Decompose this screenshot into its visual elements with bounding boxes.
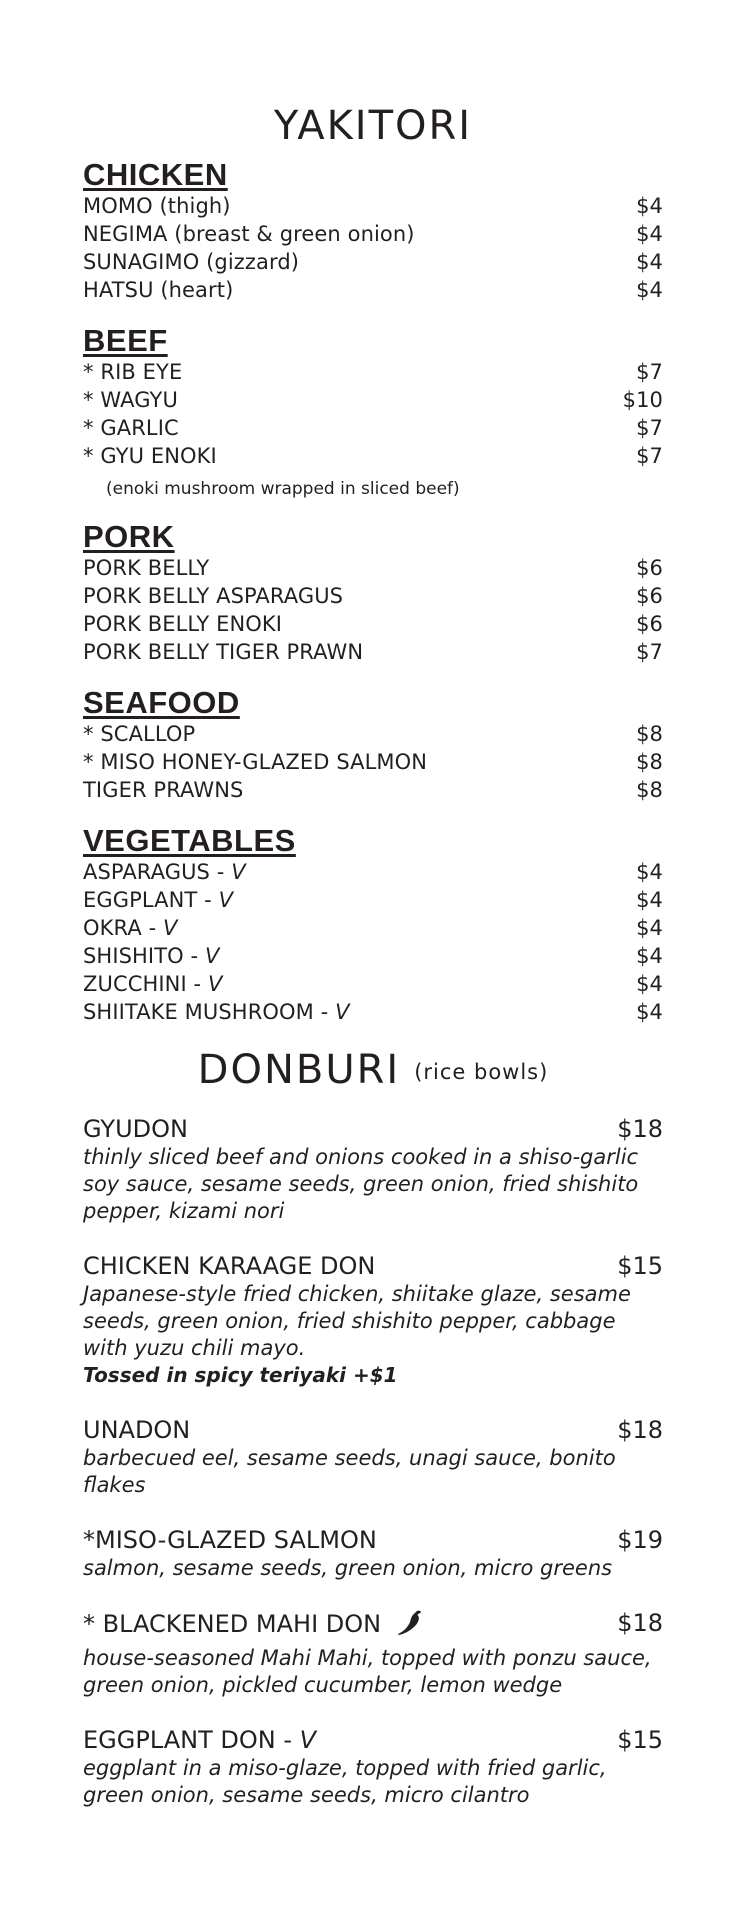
vegan-mark: V <box>231 860 246 884</box>
item-price: $18 <box>617 1609 663 1637</box>
donburi-item <box>83 1525 663 1582</box>
item-name: EGGPLANT DON - <box>83 1726 300 1754</box>
item-name: *MISO-GLAZED SALMON <box>83 1526 377 1554</box>
item-name: UNADON <box>83 1416 191 1444</box>
donburi-item <box>83 1114 663 1225</box>
item-price: $19 <box>617 1526 663 1554</box>
item-name: ZUCCHINI - <box>83 972 208 996</box>
item-price: $4 <box>636 250 663 274</box>
item-price: $10 <box>622 388 663 412</box>
item-name: EGGPLANT - <box>83 888 219 912</box>
item-list <box>83 554 663 666</box>
menu-item <box>83 914 663 942</box>
item-list <box>83 858 663 1026</box>
vegan-mark: V <box>299 1726 317 1754</box>
item-price: $15 <box>617 1252 663 1280</box>
item-price: $18 <box>617 1115 663 1143</box>
item-list <box>83 358 663 470</box>
menu-item <box>83 276 663 304</box>
category-heading: PORK <box>83 519 175 554</box>
menu-item <box>83 610 663 638</box>
item-name: TIGER PRAWNS <box>83 778 244 802</box>
donburi-item <box>83 1415 663 1499</box>
menu-item <box>83 886 663 914</box>
menu-item <box>83 748 663 776</box>
chili-pepper-icon <box>395 1608 425 1645</box>
item-name: * WAGYU <box>83 388 178 412</box>
donburi-title <box>83 1048 663 1094</box>
category-heading: VEGETABLES <box>83 823 296 858</box>
menu-item <box>83 386 663 414</box>
category-chicken <box>83 158 663 304</box>
item-name: * GYU ENOKI <box>83 444 217 468</box>
menu-item <box>83 248 663 276</box>
item-name: SHIITAKE MUSHROOM - <box>83 1000 336 1024</box>
item-name: CHICKEN KARAAGE DON <box>83 1252 376 1280</box>
donburi-heading: DONBURI <box>197 1047 401 1093</box>
item-name: * RIB EYE <box>83 360 183 384</box>
item-price: $4 <box>636 194 663 218</box>
item-name: HATSU (heart) <box>83 278 234 302</box>
item-addon: Tossed in spicy teriyaki +$1 <box>83 1363 398 1387</box>
item-description: thinly sliced beef and onions cooked in a shiso-garlic soy sauce, sesame seeds, green onion, fried shishito pepper, kizami nori <box>83 1145 639 1223</box>
menu-item <box>83 638 663 666</box>
menu-item <box>83 720 663 748</box>
item-price: $6 <box>636 584 663 608</box>
item-name: SHISHITO - <box>83 944 206 968</box>
yakitori-title: YAKITORI <box>273 103 473 149</box>
item-price: $6 <box>636 612 663 636</box>
menu-item <box>83 414 663 442</box>
item-price: $8 <box>636 750 663 774</box>
menu-item <box>83 192 663 220</box>
donburi-subtitle: (rice bowls) <box>414 1060 549 1084</box>
item-price: $4 <box>636 1000 663 1024</box>
item-description: Japanese-style fried chicken, shiitake glaze, sesame seeds, green onion, fried shishito pepper, cabbage with yuzu chili mayo. <box>83 1282 631 1360</box>
item-description: house-seasoned Mahi Mahi, topped with ponzu sauce, green onion, pickled cucumber, lemon wedge <box>83 1646 652 1697</box>
donburi-item <box>83 1251 663 1389</box>
menu-item <box>83 970 663 998</box>
vegan-mark: V <box>208 972 223 996</box>
category-heading: SEAFOOD <box>83 685 240 720</box>
item-price: $4 <box>636 222 663 246</box>
item-name: PORK BELLY TIGER PRAWN <box>83 640 364 664</box>
item-price: $4 <box>636 278 663 302</box>
category-beef <box>83 324 663 500</box>
vegan-mark: V <box>218 888 234 912</box>
item-price: $6 <box>636 556 663 580</box>
menu-item <box>83 582 663 610</box>
vegan-mark: V <box>335 1000 350 1024</box>
vegan-mark: V <box>163 916 178 940</box>
item-price: $18 <box>617 1416 663 1444</box>
menu-item <box>83 358 663 386</box>
item-name: GYUDON <box>83 1115 188 1143</box>
item-name: * GARLIC <box>83 416 179 440</box>
item-price: $4 <box>636 860 663 884</box>
item-description: barbecued eel, sesame seeds, unagi sauce, bonito flakes <box>83 1446 616 1497</box>
item-name: NEGIMA (breast & green onion) <box>83 222 415 246</box>
vegan-mark: V <box>205 944 220 968</box>
item-name: * MISO HONEY-GLAZED SALMON <box>83 750 428 774</box>
item-price: $4 <box>636 888 663 912</box>
menu-item <box>83 442 663 470</box>
category-pork <box>83 520 663 666</box>
item-price: $4 <box>636 944 663 968</box>
item-name: OKRA - <box>83 916 164 940</box>
menu-item <box>83 858 663 886</box>
item-name: PORK BELLY <box>83 556 210 580</box>
donburi-item <box>83 1608 663 1699</box>
menu-item <box>83 220 663 248</box>
item-note: (enoki mushroom wrapped in sliced beef) <box>106 479 460 499</box>
item-price: $7 <box>636 416 663 440</box>
item-list <box>83 720 663 804</box>
category-vegetables <box>83 824 663 1026</box>
item-name: PORK BELLY ENOKI <box>83 612 283 636</box>
item-description: eggplant in a miso-glaze, topped with fried garlic, green onion, sesame seeds, micro cilantro <box>83 1756 607 1807</box>
item-price: $7 <box>636 640 663 664</box>
menu-item <box>83 942 663 970</box>
item-name: MOMO (thigh) <box>83 194 231 218</box>
category-heading: CHICKEN <box>83 157 228 192</box>
item-price: $15 <box>617 1726 663 1754</box>
category-seafood <box>83 686 663 804</box>
item-name: * SCALLOP <box>83 722 196 746</box>
item-price: $8 <box>636 778 663 802</box>
item-price: $7 <box>636 444 663 468</box>
item-name: * BLACKENED MAHI DON <box>83 1610 382 1638</box>
item-name: SUNAGIMO (gizzard) <box>83 250 300 274</box>
item-description: salmon, sesame seeds, green onion, micro greens <box>83 1556 613 1580</box>
item-price: $8 <box>636 722 663 746</box>
menu-item <box>83 776 663 804</box>
menu-item <box>83 998 663 1026</box>
menu-page <box>83 0 663 1809</box>
item-price: $4 <box>636 972 663 996</box>
item-price: $7 <box>636 360 663 384</box>
item-name: PORK BELLY ASPARAGUS <box>83 584 344 608</box>
donburi-item <box>83 1725 663 1809</box>
menu-item <box>83 554 663 582</box>
item-price: $4 <box>636 916 663 940</box>
category-heading: BEEF <box>83 323 168 358</box>
item-name: ASPARAGUS - <box>83 860 232 884</box>
item-list <box>83 192 663 304</box>
